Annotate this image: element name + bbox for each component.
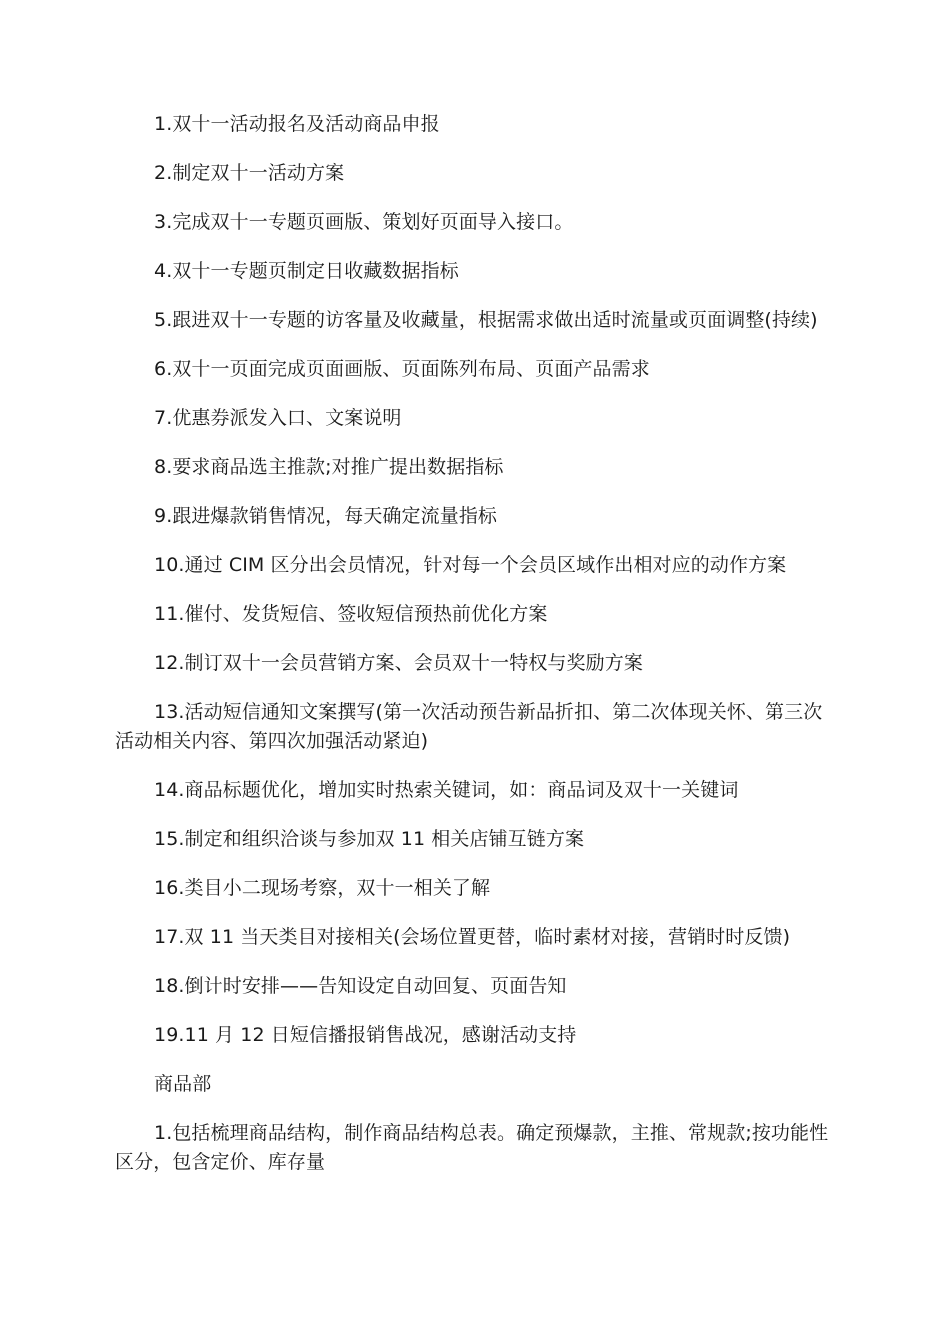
paragraph: 1.包括梳理商品结构，制作商品结构总表。确定预爆款，主推、常规款;按功能性区分，包含定价、库存量 [115,1122,829,1173]
paragraph: 15.制定和组织洽谈与参加双 11 相关店铺互链方案 [154,828,585,850]
paragraph: 14.商品标题优化，增加实时热索关键词，如：商品词及双十一关键词 [154,779,739,801]
section-heading: 商品部 [154,1073,212,1095]
paragraph: 3.完成双十一专题页画版、策划好页面导入接口。 [154,211,574,233]
paragraph: 8.要求商品选主推款;对推广提出数据指标 [154,456,504,478]
paragraph: 7.优惠券派发入口、文案说明 [154,407,402,429]
paragraph: 17.双 11 当天类目对接相关(会场位置更替，临时素材对接，营销时时反馈) [154,926,791,948]
paragraph: 6.双十一页面完成页面画版、页面陈列布局、页面产品需求 [154,358,650,380]
paragraph: 16.类目小二现场考察，双十一相关了解 [154,877,491,899]
paragraph: 1.双十一活动报名及活动商品申报 [154,113,440,135]
document-body [115,110,830,1197]
paragraph: 13.活动短信通知文案撰写(第一次活动预告新品折扣、第二次体现关怀、第三次活动相关内容、第四次加强活动紧迫) [115,701,823,752]
paragraph: 12.制订双十一会员营销方案、会员双十一特权与奖励方案 [154,652,643,674]
paragraph: 11.催付、发货短信、签收短信预热前优化方案 [154,603,548,625]
paragraph: 9.跟进爆款销售情况，每天确定流量指标 [154,505,498,527]
paragraph: 5.跟进双十一专题的访客量及收藏量，根据需求做出适时流量或页面调整(持续) [154,309,818,331]
paragraph: 4.双十一专题页制定日收藏数据指标 [154,260,459,282]
paragraph: 19.11 月 12 日短信播报销售战况，感谢活动支持 [154,1024,577,1046]
paragraph: 18.倒计时安排——告知设定自动回复、页面告知 [154,975,567,997]
paragraph: 2.制定双十一活动方案 [154,162,345,184]
paragraph: 10.通过 CIM 区分出会员情况，针对每一个会员区域作出相对应的动作方案 [154,554,787,576]
